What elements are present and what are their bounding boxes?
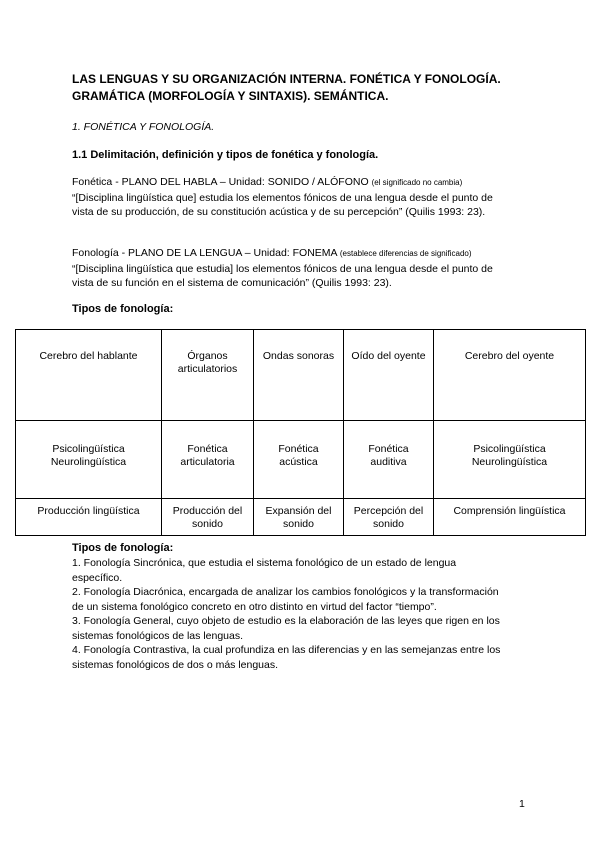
tipos-list — [72, 556, 542, 672]
list-line: 3. Fonología General, cuyo objeto de estudio es la elaboración de las leyes que rigen en los — [72, 615, 500, 627]
table-cell — [344, 421, 434, 499]
table-cell — [162, 421, 254, 499]
title-line-1: LAS LENGUAS Y SU ORGANIZACIÓN INTERNA. FONÉTICA Y FONOLOGÍA. — [72, 72, 501, 86]
table-cell: Cerebro del hablante — [16, 330, 162, 421]
list-item — [72, 556, 542, 585]
table-cell: Producción lingüística — [16, 499, 162, 536]
list-item — [72, 614, 542, 643]
list-item — [72, 643, 542, 672]
cell-line: auditiva — [370, 456, 407, 468]
cell-line: acústica — [279, 456, 318, 468]
table-cell — [434, 421, 586, 499]
table-cell: Cerebro del oyente — [434, 330, 586, 421]
fonetica-quote-line-1: “[Disciplina lingüística que] estudia los elementos fónicos de una lengua desde el punto de — [72, 191, 493, 204]
fonologia-table — [15, 329, 586, 536]
list-item — [72, 585, 542, 614]
tipos-label-1: Tipos de fonología: — [72, 303, 174, 315]
cell-line: Fonética — [368, 443, 409, 455]
list-line: específico. — [72, 571, 123, 584]
list-line: de un sistema fonológico concreto en otro distinto en virtud del factor “tiempo”. — [72, 600, 437, 613]
table-cell: Oído del oyente — [344, 330, 434, 421]
cell-line: Psicolingüística — [52, 443, 125, 455]
table-cell — [16, 421, 162, 499]
table-cell: Producción del sonido — [162, 499, 254, 536]
cell-line: Neurolingüística — [50, 456, 127, 468]
list-line: sistemas fonológicos de dos o más lenguas. — [72, 658, 279, 671]
fonologia-quote-line-2: vista de su función en el sistema de comunicación” (Quilis 1993: 23). — [72, 277, 392, 289]
list-line: 1. Fonología Sincrónica, que estudia el sistema fonológico de un estado de lengua — [72, 557, 457, 569]
fonetica-lead: Fonética - PLANO DEL HABLA – Unidad: SONIDO / ALÓFONO — [72, 176, 372, 188]
tipos-label-2: Tipos de fonología: — [72, 542, 174, 554]
cell-line: Fonética — [278, 443, 319, 455]
table-cell — [254, 421, 344, 499]
list-line: 4. Fonología Contrastiva, la cual profundiza en las diferencias y en las semejanzas entre los — [72, 644, 501, 656]
table-row — [16, 499, 586, 536]
table-cell: Comprensión lingüística — [434, 499, 586, 536]
fonologia-paragraph — [72, 246, 542, 291]
page-number: 1 — [519, 798, 525, 810]
fonologia-quote-line-1: “[Disciplina lingüística que estudia] los elementos fónicos de una lengua desde el punto de — [72, 262, 493, 275]
table-cell: Expansión del sonido — [254, 499, 344, 536]
title-line-2: GRAMÁTICA (MORFOLOGÍA Y SINTAXIS). SEMÁNTICA. — [72, 89, 389, 103]
list-line: sistemas fonológicos de las lenguas. — [72, 629, 244, 642]
cell-line: Psicolingüística — [473, 443, 546, 455]
table-cell: Órganos articulatorios — [162, 330, 254, 421]
subheading: 1.1 Delimitación, definición y tipos de fonética y fonología. — [72, 149, 379, 161]
fonetica-quote-line-2: vista de su producción, de su constitución acústica y de su percepción” (Quilis 1993: 23). — [72, 206, 486, 218]
fonologia-lead: Fonología - PLANO DE LA LENGUA – Unidad: FONEMA — [72, 247, 340, 259]
section-heading: 1. FONÉTICA Y FONOLOGÍA. — [72, 121, 215, 133]
list-line: 2. Fonología Diacrónica, encargada de analizar los cambios fonológicos y la transformación — [72, 586, 499, 598]
cell-line: Neurolingüística — [471, 456, 548, 468]
fonetica-paragraph — [72, 175, 542, 220]
table-row — [16, 330, 586, 421]
table-cell: Ondas sonoras — [254, 330, 344, 421]
fonologia-note: (establece diferencias de significado) — [339, 249, 472, 258]
cell-line: articulatoria — [180, 456, 235, 468]
cell-line: Fonética — [187, 443, 228, 455]
document-title — [72, 71, 542, 105]
table-row — [16, 421, 586, 499]
table-cell: Percepción del sonido — [344, 499, 434, 536]
fonetica-note: (el significado no cambia) — [371, 178, 463, 187]
